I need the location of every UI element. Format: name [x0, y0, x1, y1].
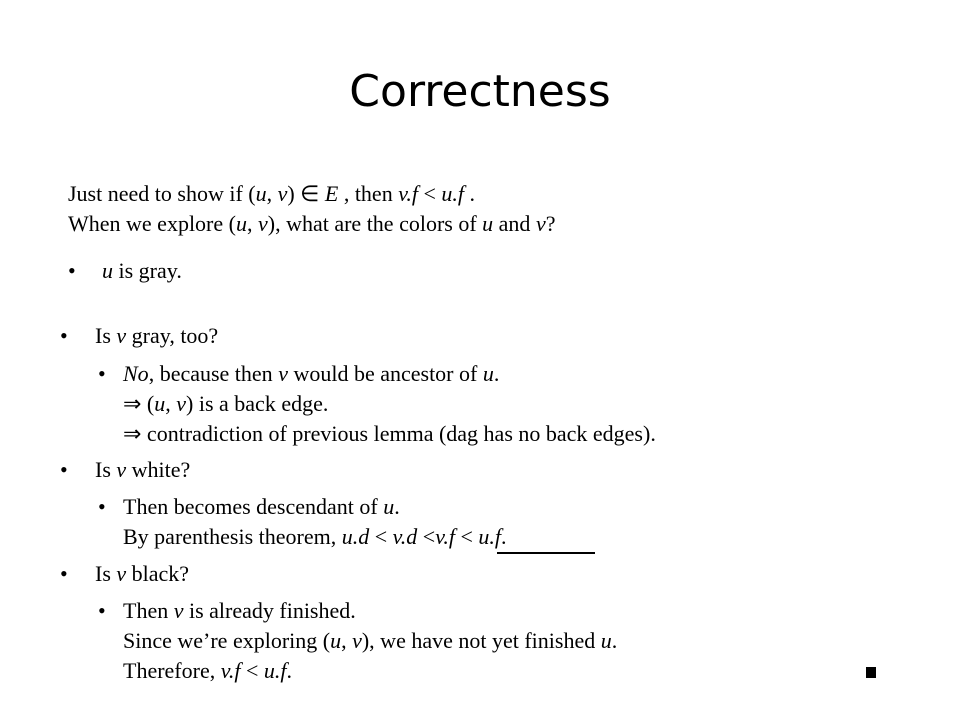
question-gray: Is v gray, too?: [95, 323, 219, 348]
answer-white-line-2: By parenthesis theorem, u.d < v.d <v.f < u.f.: [123, 524, 507, 549]
bullet-marker: •: [98, 598, 106, 623]
bullet-marker: •: [60, 561, 68, 586]
answer-gray-line-1: No, because then v would be ancestor of u.: [123, 361, 500, 386]
underline-mark: [497, 552, 595, 554]
bullet-marker: •: [60, 457, 68, 482]
bullet-marker: •: [98, 361, 106, 386]
answer-white-line-1: Then becomes descendant of u.: [123, 494, 400, 519]
question-black: Is v black?: [95, 561, 190, 586]
slide-title: Correctness: [349, 66, 611, 117]
bullet-marker: •: [68, 258, 76, 283]
bullet-marker: •: [60, 323, 68, 348]
answer-gray-line-2: ⇒ (u, v) is a back edge.: [123, 391, 329, 416]
qed-square-icon: [866, 667, 876, 678]
first-bullet-text: u is gray.: [102, 258, 182, 283]
answer-black-line-1: Then v is already finished.: [123, 598, 356, 623]
intro-line-2: When we explore (u, v), what are the colors of u and v?: [68, 211, 556, 236]
answer-black-line-3: Therefore, v.f < u.f.: [123, 658, 293, 683]
bullet-marker: •: [98, 494, 106, 519]
question-white: Is v white?: [95, 457, 191, 482]
answer-black-line-2: Since we’re exploring (u, v), we have not yet finished u.: [123, 628, 618, 653]
intro-line-1: Just need to show if (u, v) ∈ E , then v.f < u.f .: [68, 181, 475, 206]
answer-gray-line-3: ⇒ contradiction of previous lemma (dag has no back edges).: [123, 421, 656, 446]
